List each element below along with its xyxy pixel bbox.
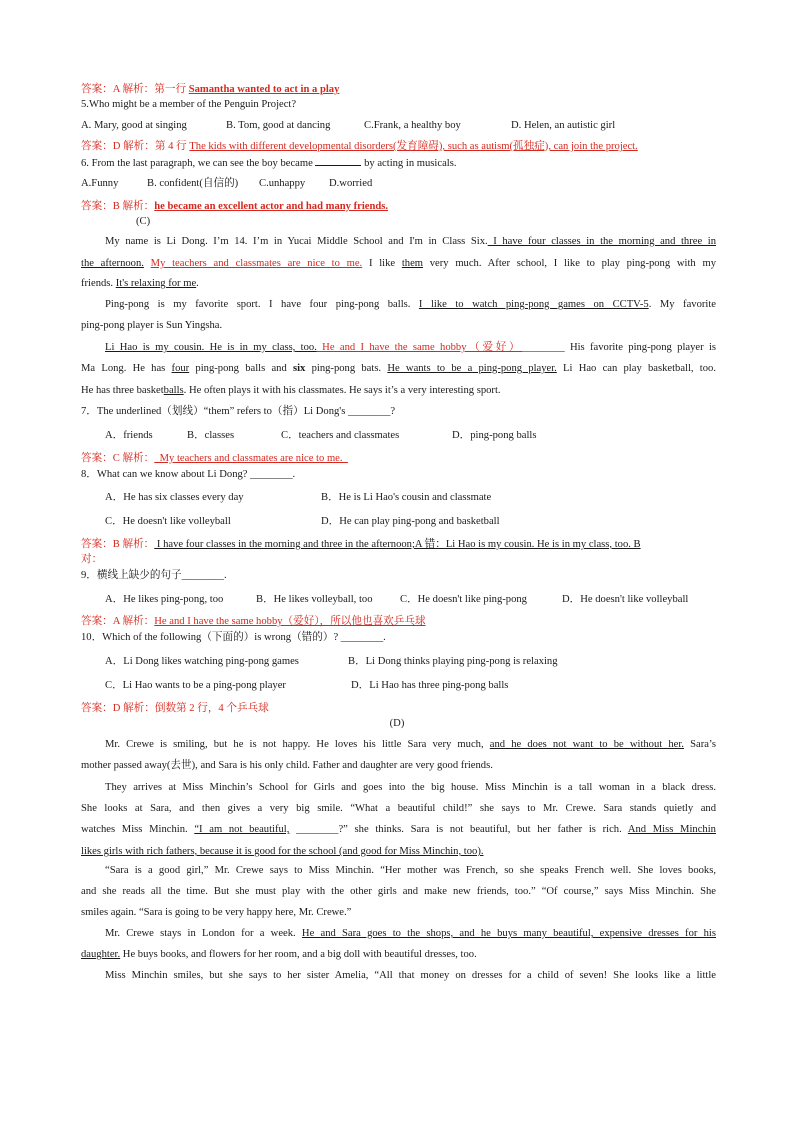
- question-text-end: by acting in musicals.: [361, 158, 457, 169]
- passage-c-line: [81, 277, 199, 291]
- text: I like: [362, 258, 402, 269]
- option-c: C．teachers and classmates: [281, 430, 400, 441]
- question-8: 8．What can we know about Li Dong? ________.: [81, 469, 296, 480]
- underlined-text: He wants to be a ping-pong player.: [387, 363, 557, 374]
- option-b: B．Li Dong thinks playing ping-pong is relaxing: [348, 656, 558, 667]
- passage-c-line: [81, 257, 716, 271]
- question-7-options: [105, 429, 536, 443]
- underlined-text: “I am not beautiful,: [194, 824, 290, 835]
- text: He has three basket: [81, 385, 164, 396]
- highlighted-text: He and I have the same hobby（爱好）: [316, 342, 523, 353]
- text: friends.: [81, 278, 116, 289]
- answer-evidence: He and I have the same hobby（爱好），所以他也喜欢乒乓球: [154, 616, 426, 627]
- option-b: B．He is Li Hao's cousin and classmate: [321, 492, 492, 503]
- text: ping-pong balls and: [189, 363, 293, 374]
- text: Ma Long. He has: [81, 363, 172, 374]
- option-c: C.unhappy: [259, 178, 306, 189]
- text: ping-pong bats.: [305, 363, 388, 374]
- underlined-text: Li Hao is my cousin. He is in my class, too.: [105, 342, 317, 353]
- underlined-text: It's relaxing for me: [115, 278, 197, 289]
- q6-answer: [81, 200, 388, 214]
- text: His favorite ping-pong player is: [564, 342, 717, 353]
- underlined-them: them: [401, 258, 424, 269]
- option-d: D．ping-pong balls: [452, 430, 537, 441]
- passage-d-line: mother passed away(去世), and Sara is his only child. Father and daughter are very good friends.: [81, 760, 493, 771]
- option-d: D．He can play ping-pong and basketball: [321, 516, 500, 527]
- passage-d-line: [105, 738, 716, 752]
- passage-d-line: [81, 823, 716, 837]
- text: . He often plays it with his classmates. He says it’s a very interesting sport.: [183, 385, 501, 396]
- underlined-text: daughter.: [81, 949, 121, 960]
- q5-answer: [81, 140, 638, 154]
- text: . My favorite: [648, 299, 716, 310]
- passage-c-line: [105, 341, 716, 355]
- passage-c-line: ping-pong player is Sun Yingsha.: [81, 320, 223, 331]
- underlined-text: the afternoon.: [81, 258, 144, 269]
- option-b: B. confident(自信的): [147, 178, 239, 189]
- question-10-options-row1: [105, 655, 558, 669]
- passage-d-line: Miss Minchin smiles, but she says to her sister Amelia, “All that money on dresses for a child of seven! She looks like a little: [105, 970, 716, 981]
- answer-evidence: he became an excellent actor and had many friends.: [154, 201, 389, 212]
- bold-text: six: [292, 363, 306, 374]
- option-b: B. Tom, good at dancing: [226, 120, 331, 131]
- option-d: D．Li Hao has three ping-pong balls: [351, 680, 509, 691]
- question-5-options: [81, 119, 615, 133]
- answer-evidence: I have four classes in the morning and three in the afternoon;A 错：Li Hao is my cousin. He is in my class, too. B: [154, 539, 641, 550]
- question-9: 9．横线上缺少的句子________.: [81, 570, 227, 581]
- passage-d-line: They arrives at Miss Minchin’s School for Girls and goes into the big house. Miss Minchin is a tall woman in a black dress.: [105, 782, 716, 793]
- answer-label: 答案：A 解析：: [81, 616, 155, 627]
- option-a: A．friends: [105, 430, 153, 441]
- underlined-text: I like to watch ping-pong games on CCTV-5: [418, 299, 649, 310]
- answer-evidence: The kids with different developmental disorders(发育障碍), such as autism(孤独症), can join the project.: [189, 141, 638, 152]
- answer-evidence: My teachers and classmates are nice to me.: [154, 453, 348, 464]
- underlined-text: balls: [163, 385, 184, 396]
- option-c: C．He doesn't like ping-pong: [400, 594, 527, 605]
- question-9-options: [105, 593, 688, 607]
- passage-d-line: smiles again. “Sara is going to be very happy here, Mr. Crewe.”: [81, 907, 352, 918]
- option-d: D．He doesn't like volleyball: [562, 594, 689, 605]
- highlighted-text: My teachers and classmates are nice to me.: [150, 258, 363, 269]
- q8-answer: [81, 538, 641, 552]
- text: very much. After school, I like to play ping-pong with my: [423, 258, 716, 269]
- question-6: [81, 155, 457, 171]
- answer-label: 答案：A 解析：第一行: [81, 84, 189, 95]
- option-a: A．Li Dong likes watching ping-pong games: [105, 656, 299, 667]
- passage-c-line: [81, 384, 501, 398]
- option-a: A．He has six classes every day: [105, 492, 244, 503]
- q9-answer: [81, 615, 426, 629]
- passage-d-line: and she reads all the time. But she must play with the other girls and make new friends, too.” “Of course,” says Miss Minchin. She: [81, 886, 716, 897]
- question-7: 7．The underlined（划线）“them” refers to（指）Li Dong's ________?: [81, 406, 396, 417]
- question-6-options: [81, 177, 372, 191]
- passage-c-line: [105, 298, 716, 312]
- underlined-text: and he does not want to be without her.: [489, 739, 684, 750]
- underlined-text: And Miss Minchin: [627, 824, 716, 835]
- question-10-options-row2: [105, 679, 508, 693]
- passage-c-heading: (C): [136, 216, 151, 227]
- text: Mr. Crewe stays in London for a week.: [105, 928, 302, 939]
- question-5: 5.Who might be a member of the Penguin Project?: [81, 99, 297, 110]
- answer-label: 答案：B 解析：: [81, 539, 155, 550]
- question-8-options-row1: [105, 491, 491, 505]
- passage-d-line: [105, 927, 716, 941]
- underlined-text: four: [171, 363, 190, 374]
- answer-label: 答案：C 解析：: [81, 453, 155, 464]
- answer-blank: ________: [289, 824, 339, 835]
- answer-blank: ________: [522, 342, 565, 353]
- option-b: B．He likes volleyball, too: [256, 594, 373, 605]
- text: ?” she thinks. Sara is not beautiful, but her father is rich.: [338, 824, 628, 835]
- text: Li Hao can play basketball, too.: [556, 363, 716, 374]
- passage-d-heading: (D): [389, 718, 405, 729]
- text: Ping-pong is my favorite sport. I have four ping-pong balls.: [105, 299, 419, 310]
- question-10: 10．Which of the following（下面的）is wrong（错的）? ________.: [81, 632, 386, 643]
- option-a: A．He likes ping-pong, too: [105, 594, 224, 605]
- q10-answer: 答案：D 解析：倒数第 2 行，4 个乒乓球: [81, 703, 269, 714]
- option-a: A.Funny: [81, 178, 119, 189]
- answer-label: 答案：D 解析：第 4 行: [81, 141, 190, 152]
- underlined-text: I have four classes in the morning and three in: [487, 236, 716, 247]
- option-b: B．classes: [187, 430, 235, 441]
- option-c: C．He doesn't like volleyball: [105, 516, 231, 527]
- passage-d-line: She looks at Sara, and then gives a very big smile. “What a beautiful child!” she says to Mr. Crewe. Sara stands quietly and: [81, 803, 716, 814]
- q8-answer-cont: 对：: [81, 554, 103, 565]
- answer-label: 答案：B 解析：: [81, 201, 155, 212]
- text: .: [196, 278, 199, 289]
- q7-answer: [81, 452, 348, 466]
- passage-d-line: “Sara is a good girl,” Mr. Crewe says to Miss Minchin. “Her mother was French, so she speaks French well. She loves books,: [105, 865, 716, 876]
- passage-c-line: [81, 362, 716, 376]
- q4-answer: [81, 83, 339, 97]
- option-c: C.Frank, a healthy boy: [364, 120, 461, 131]
- text: Mr. Crewe is smiling, but he is not happy. He loves his little Sara very much,: [105, 739, 490, 750]
- text: Sara’s: [683, 739, 716, 750]
- underlined-text: He and Sara goes to the shops, and he buys many beautiful, expensive dresses for his: [301, 928, 716, 939]
- text: watches Miss Minchin.: [81, 824, 195, 835]
- text: My name is Li Dong. I’m 14. I’m in Yucai Middle School and I'm in Class Six.: [105, 236, 488, 247]
- question-text: 6. From the last paragraph, we can see the boy became: [81, 158, 316, 169]
- option-a: A. Mary, good at singing: [81, 120, 187, 131]
- answer-evidence: Samantha wanted to act in a play: [188, 84, 340, 95]
- question-8-options-row2: [105, 515, 500, 529]
- option-c: C．Li Hao wants to be a ping-pong player: [105, 680, 286, 691]
- text: He buys books, and flowers for her room, and a big doll with beautiful dresses, too.: [120, 949, 477, 960]
- passage-d-line: likes girls with rich fathers, because it is good for the school (and good for Miss Minchin, too).: [81, 846, 484, 857]
- option-d: D. Helen, an autistic girl: [511, 120, 616, 131]
- option-d: D.worried: [329, 178, 373, 189]
- passage-c-line: [105, 235, 716, 249]
- passage-d-line: [81, 948, 477, 962]
- answer-blank: [315, 155, 361, 166]
